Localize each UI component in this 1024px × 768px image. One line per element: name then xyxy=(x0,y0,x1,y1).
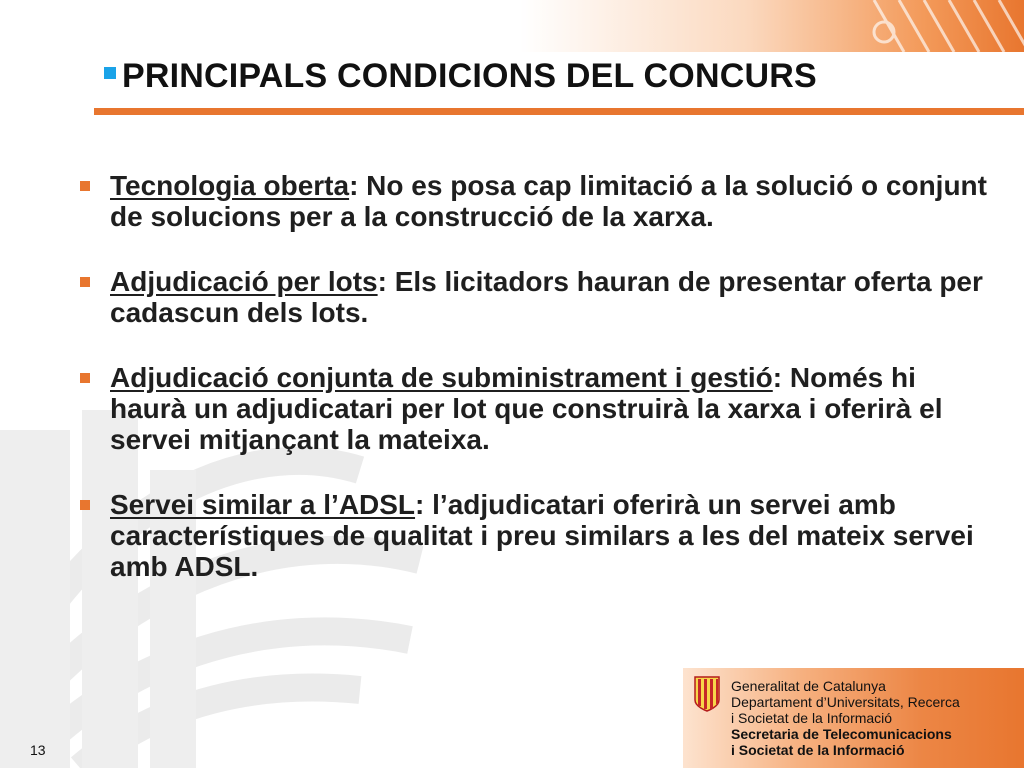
bullet-item xyxy=(80,266,1000,328)
footer-line-5: i Societat de la Informació xyxy=(731,742,905,758)
bullet-text xyxy=(110,170,990,232)
bullet-term: Adjudicació per lots xyxy=(110,266,378,297)
bullet-text xyxy=(110,362,990,455)
pattern-icon xyxy=(844,0,1024,52)
title-row xyxy=(104,54,817,98)
bullet-square-icon xyxy=(80,277,90,287)
page-number: 13 xyxy=(30,742,46,758)
bullet-square-icon xyxy=(80,373,90,383)
corner-decoration xyxy=(520,0,1024,52)
bullet-text xyxy=(110,266,990,328)
footer-line-3: i Societat de la Informació xyxy=(731,710,893,726)
bullet-item xyxy=(80,170,1000,232)
bullet-item xyxy=(80,362,1000,455)
bullet-description: : Els licitadors hauran de presentar oferta per cadascun dels lots. xyxy=(110,266,983,328)
footer-text-block xyxy=(731,678,960,758)
generalitat-logo-icon xyxy=(694,676,720,712)
bullet-square-icon xyxy=(80,500,90,510)
footer-line-2: Departament d’Universitats, Recerca xyxy=(731,694,960,710)
bullet-description: : l’adjudicatari oferirà un servei amb característiques de qualitat i preu similars a les del mateix servei amb ADSL. xyxy=(110,489,974,582)
title-bullet-icon xyxy=(104,67,116,79)
bullet-list xyxy=(80,170,1000,616)
bullet-item xyxy=(80,489,1000,582)
bullet-term: Servei similar a l’ADSL xyxy=(110,489,416,520)
footer-line-1: Generalitat de Catalunya xyxy=(731,678,886,694)
footer-line-4: Secretaria de Telecomunicacions xyxy=(731,726,952,742)
bullet-text xyxy=(110,489,990,582)
bullet-square-icon xyxy=(80,181,90,191)
bullet-description: : No es posa cap limitació a la solució o conjunt de solucions per a la construcció de la xarxa. xyxy=(110,170,987,232)
bullet-description: : Només hi haurà un adjudicatari per lot que construirà la xarxa i oferirà el servei mitjançant la mateixa. xyxy=(110,362,943,455)
title-underline xyxy=(94,108,1024,115)
bullet-term: Adjudicació conjunta de subministrament i gestió xyxy=(110,362,773,393)
slide-title: PRINCIPALS CONDICIONS DEL CONCURS xyxy=(122,56,817,95)
bullet-term: Tecnologia oberta xyxy=(110,170,350,201)
